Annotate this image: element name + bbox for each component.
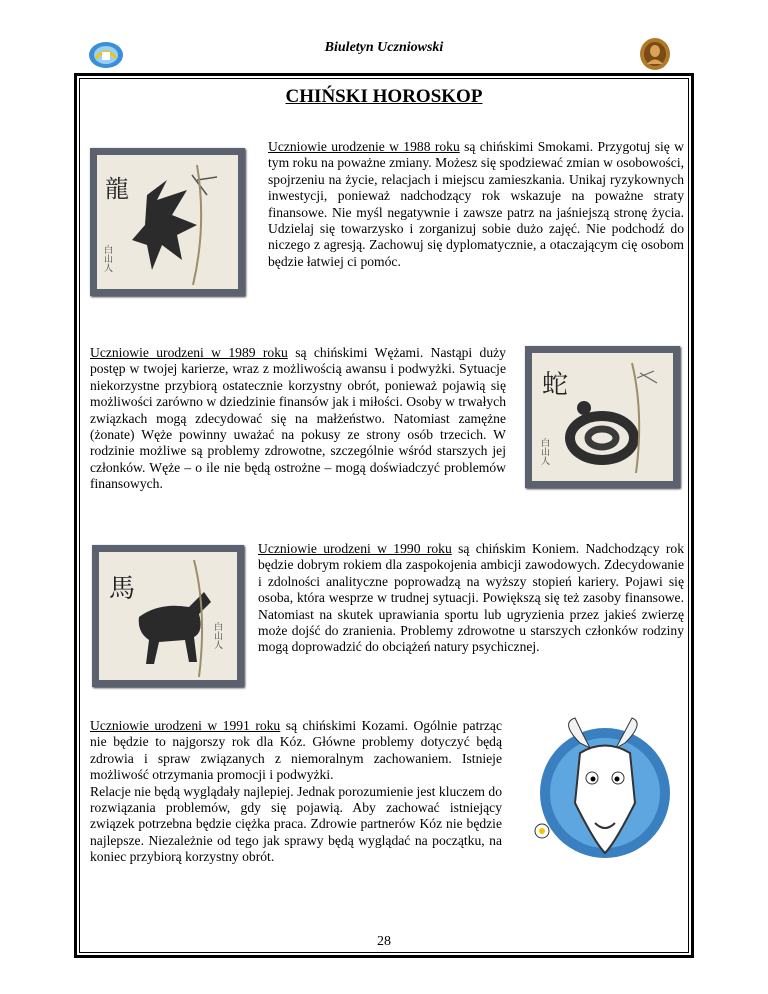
school-logo-icon: [86, 38, 126, 70]
dragon-illustration: [90, 148, 245, 296]
horse-illustration: [92, 545, 244, 687]
svg-text:白山人: 白山人: [102, 245, 112, 272]
horse-paragraph: [258, 541, 684, 656]
snake-icon: [570, 401, 634, 460]
goat-icon: [520, 713, 685, 868]
svg-text:白山人: 白山人: [539, 438, 549, 465]
dragon-lead: Uczniowie urodzenie w 1988 roku: [268, 139, 460, 154]
goat-text: są chińskimi Kozami. Ogólnie patrząc nie będzie to najgorszy rok dla Kóz. Główne problemy dotyczyć będą zdrowia i spraw związanych z niemoralnym zachowaniem. Istnieje możliwość otrzymania promocji i podwyżki.: [90, 718, 502, 783]
dragon-text: są chińskimi Smokami. Przygotuj się w tym roku na poważne zmiany. Możesz się spodziewać zmian w osobowości, spojrzeniu na życie, relacjach i miejscu zamieszkania. Unikaj ryzykownych inwestycji, ponieważ nadchodzący rok wskazuje na poważne straty finansowe. Nie myśl negatywnie i zawsze patrz na jaśniejszą stronę życia. Udzielaj się towarzysko i zorganizuj sobie dużo zajęć. Nie podchodź do niczego z agresją. Zachowuj się dyplomatycznie, a otaczającym cię osobom będzie łatwiej ci pomóc.: [268, 139, 684, 269]
snake-character: 蛇: [542, 370, 569, 400]
horse-character: 馬: [109, 574, 136, 604]
snake-text: są chińskimi Wężami. Nastąpi duży postęp w twojej karierze, wraz z możliwością awansu i podwyżki. Sytuacje niekorzystne przybiorą ostatecznie korzystny obrót, ponieważ pojawią się możliwości zarówno w dziedzinie finansów jak i miłości. Osoby w trwałych związkach mogą zdecydować się na małżeństwo. Natomiast zamężne (żonate) Węże powinny uważać na pokusy ze strony osób trzecich. W rodzinie możliwe są problemy zdrowotne, szczególnie wśród starszych jej członków. Węże – o ile nie będą ostrożne – mogą doświadczyć problemów finansowych.: [90, 345, 506, 492]
svg-text:白山人: 白山人: [212, 622, 222, 649]
page-title: CHIŃSKI HOROSKOP: [285, 86, 483, 107]
goat-text-2: Relacje nie będą wyglądały najlepiej. Jednak porozumienie jest kluczem do rozwiązania problemów, gdy się pojawią. Aby zachować istniejący związek potrzebna będzie ciężka praca. Zdrowie partnerów Kóz nie będzie najlepsze. Niezależnie od tego jak sprawy będą wyglądać na początku, na koniec przybiorą korzystny obrót.: [90, 783, 502, 865]
dragon-character: 龍: [105, 175, 129, 203]
dragon-icon: [132, 175, 217, 270]
snake-lead: Uczniowie urodzeni w 1989 roku: [90, 345, 288, 360]
horse-lead: Uczniowie urodzeni w 1990 roku: [258, 541, 452, 556]
snake-paragraph: [90, 345, 506, 493]
medal-portrait-icon: [638, 36, 672, 72]
snake-illustration: [525, 346, 680, 488]
page-number: 28: [377, 934, 391, 949]
dragon-paragraph: [268, 139, 684, 270]
horse-text: są chińskim Koniem. Nadchodzący rok będzie dobrym rokiem dla zaspokojenia ambicji zawodowych. Zdecydowanie i zdolności analityczne poprowadzą na wyższy stopień kariery. Pojawi się osoba, która wesprze w trudnej sytuacji. Powiększą się też zasoby finansowe. Natomiast na skutek uprawiania sportu lub ugryzienia przez jakieś zwierzę może dojść do zranienia. Problemy zdrowotne u starszych członków rodziny mogą doprowadzić do obciążeń natury psychicznej.: [258, 541, 684, 655]
goat-lead: Uczniowie urodzeni w 1991 roku: [90, 718, 281, 733]
header-title: Biuletyn Uczniowski: [324, 40, 444, 55]
goat-paragraph: [90, 718, 502, 866]
